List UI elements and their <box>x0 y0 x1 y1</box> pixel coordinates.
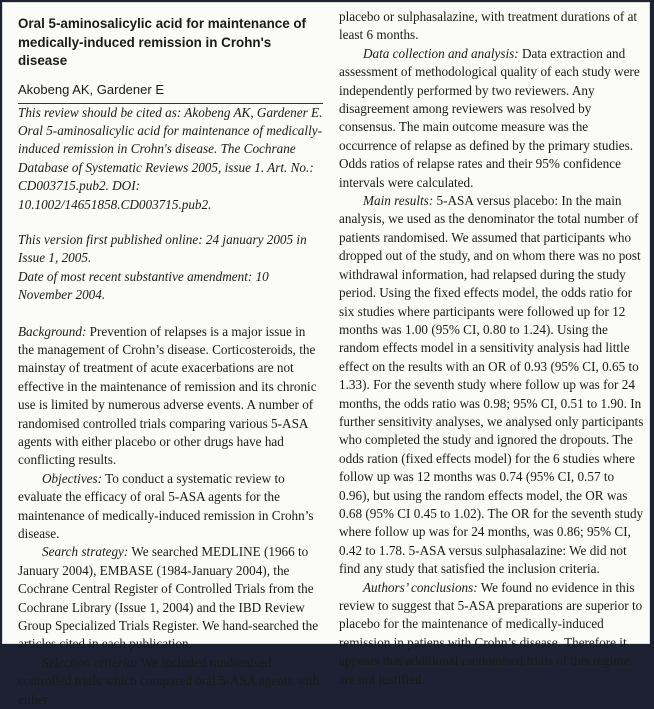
section-label: Objectives: <box>42 470 103 486</box>
section-label: Search strategy: <box>42 544 129 560</box>
citation-note: This review should be cited as: Akobeng AK, Gardener E. Oral 5-aminosalicylic acid for maintenance of medically-induced remission in Crohn's disease. The Cochrane Database of Systematic Reviews 2005, issue 1. Art. No.: CD003715.pub2. DOI: 10.1002/14651858.CD003715.pub2. <box>18 104 323 212</box>
article-title <box>18 15 323 71</box>
section-main-results <box>339 192 645 579</box>
section-selection-criteria-continued: placebo or sulphasalazine, with treatment durations of at least 6 months. <box>339 9 638 43</box>
first-published: This version first published online: 24 january 2005 in Issue 1, 2005. <box>18 231 307 266</box>
amendment-date: Date of most recent substantive amendment: 10 November 2004. <box>18 268 269 303</box>
section-text: We searched MEDLINE (1966 to January 2004), EMBASE (1984-January 2004), the Cochrane Central Register of Controlled Trials from the Cochrane Library (Issue 1, 2004) and the IBD Review Group Specialized Trials Register. We hand-searched the articles cited in each publication. <box>18 544 319 652</box>
section-text: We included randomised controlled trials which compared oral 5-ASA agents with either <box>18 654 320 707</box>
left-column <box>18 15 323 709</box>
section-selection-criteria <box>18 654 323 709</box>
section-label: Authors’ conclusions: <box>363 579 478 595</box>
section-data-collection <box>339 45 645 192</box>
section-label: Main results: <box>363 193 434 209</box>
section-text: Data extraction and assessment of methodological quality of each study were independently performed by two reviewers. Any disagreement among reviewers was resolved by consensus. The main outcome measure was the occurrence of relapse as defined by the primary studies. Odds ratios of relapse rates and their 95% confidence intervals were calculated. <box>339 45 640 190</box>
section-search-strategy <box>18 543 323 653</box>
section-label: Selection criteria: <box>42 654 138 670</box>
section-text: 5-ASA versus placebo: In the main analysis, we used as the denominator the total number of patients randomised. We assumed that participants who dropped out of the study, and on whom there was no post withdrawal information, had relapsed during the study period. Using the fixed effects model, the odds ratio for six studies where participants were followed up for 12 months was 1.00 (95% CI, 0.80 to 1.24). Using the random effects model in a sensitivity analysis had little effect on the results with an OR of 0.93 (95% CI, 0.65 to 1.33). For the seventh study where follow up was for 24 months, the odds ratio was 0.98; 95% CI, 0.51 to 1.90. In further sensitivity analyses, we analysed only participants who completed the study and ignored the dropouts. The odds ration (fixed effects model) for the 6 studies where follow up was 12 months was 0.74 (95% CI, 0.57 to 0.96), but using the random effects model, the OR was 0.68 (95% CI 0.45 to 1.02). The OR for the seventh study where follow up was for 24 months, was 0.86; 95% CI, 0.42 to 1.78. 5-ASA versus sulphasalazine: We did not find any study that satisfied the inclusion criteria. <box>339 193 644 577</box>
article-title-line-1: Oral 5-aminosalicylic acid for maintenance of <box>18 16 306 31</box>
section-background <box>18 323 323 470</box>
document-page <box>2 2 650 707</box>
publication-info <box>18 231 323 305</box>
section-text: Prevention of relapses is a major issue in the management of Crohn’s disease. Corticosteroids, the mainstay of treatment of acute exacerbations are not effective in the maintenance of remission and its chronic use is limited by numerous adverse events. A number of randomised controlled trials comparing various 5-ASA agents with either placebo or other drugs have had conflicting results. <box>18 323 317 468</box>
section-label: Background: <box>18 323 87 339</box>
section-objectives <box>18 470 323 544</box>
section-text: We found no evidence in this review to suggest that 5-ASA preparations are superior to placebo for the maintenance of medically-induced remission in patiens with Crohn’s disease. Therefore it appears that additional randomised trials of this regime are not justified. <box>339 579 643 687</box>
section-text: To conduct a systematic review to evaluate the efficacy of oral 5-ASA agents for the maintenance of medically-induced remission in Crohn’s disease. <box>18 470 314 542</box>
authors: Akobeng AK, Gardener E <box>18 81 323 104</box>
section-conclusions <box>339 579 645 689</box>
section-label: Data collection and analysis: <box>363 45 519 61</box>
right-column <box>339 8 645 689</box>
article-title-line-2: medically-induced remission in Crohn's disease <box>18 34 272 68</box>
